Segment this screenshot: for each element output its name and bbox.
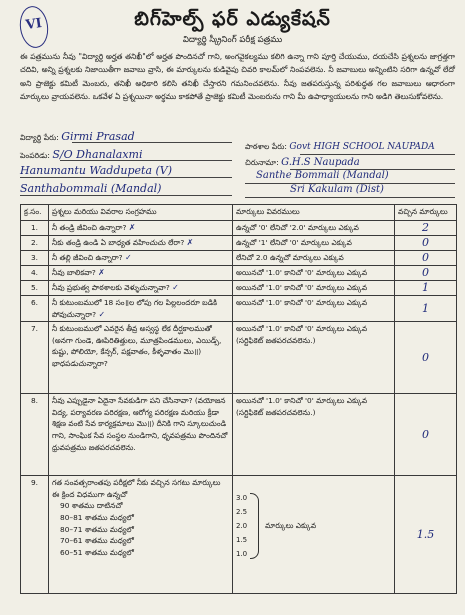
- row-number: 5.: [21, 281, 49, 296]
- score-point: 2.0: [236, 522, 248, 531]
- school-district-value: Sri Kakulam (Dist): [290, 184, 384, 195]
- student-address-line-1: [20, 164, 172, 177]
- address-line-1-rule: [20, 177, 232, 178]
- student-name-line: [72, 142, 232, 143]
- table-header-row: [21, 205, 457, 221]
- row-question-text: నీవు ప్రభుత్వ పాఠశాలకు వెళ్ళుచున్నావా?: [52, 283, 170, 292]
- school-district-line: [245, 197, 455, 198]
- score-band: 70–61 శాతము మధ్యలో: [60, 536, 134, 546]
- score-scale: [236, 491, 391, 561]
- table-row: [21, 281, 457, 296]
- check-mark-icon: ✓: [124, 253, 132, 262]
- table-row: [21, 251, 457, 266]
- row-question-text: నీ తల్లి జీవించి ఉన్నారా?: [52, 253, 123, 262]
- student-name-label: విద్యార్థి పేరు:: [20, 133, 59, 142]
- instructions-paragraph: ఈ పత్రమును నీవు "విద్యార్థి అర్హత తనిఖీ"లో అర్హత పొందినచో గాని, అంగవైకల్యము కలిగి ఉన్నా గాని పూర్తి చేయుము, దయచేసి ప్రశ్నలను జాగ్రత్తగా చదివి, అన్ని ప్రశ్నలకు నిజాయితీగా జవాబు వ్రాసి, ఈ మార్కులను కుడివైపు చివరి కాలమ్‌లో నింపవలెను. నీ జవాబులు అన్నింటిని సరిగా ఉన్నవో లేదో అని ప్రాజెక్టు కమిటీ మెంబరు, తనిఖీ అధికారి కలిసి తనిఖీ చేస్తారని గమనించవలెను. నీవు జతపరుస్తున్న పరిశుద్ధత గల జవాబులు ఆధారంగా మార్కులు వ్రాయవలెను. ఒకవేళ ఏ ప్రశ్నయినా అర్థము కాకపోతే ప్రాజెక్టు కమిటీ మెంబరును గాని మీ ఉపాధ్యాయులను గాని అడిగి తెలుసుకోవలెను.: [20, 52, 455, 101]
- row-question-text: నీకు తండ్రి ఉండి ఏ బాధ్యత వహించుచు లేరా?: [52, 238, 185, 247]
- cross-mark-icon: ✗: [128, 223, 136, 232]
- table-row: [21, 322, 457, 394]
- row-question: [49, 236, 233, 251]
- row-number: 4.: [21, 266, 49, 281]
- table-row: [21, 394, 457, 476]
- form-title: బిగ్‌హెల్ప్ ఫర్ ఎడ్యుకేషన్: [134, 8, 331, 30]
- row-mark: 0: [395, 251, 457, 266]
- col-header-marks-obtained: వచ్చిన మార్కులు: [395, 205, 457, 221]
- row-mark: 1: [395, 281, 457, 296]
- check-mark-icon: ✓: [98, 309, 106, 319]
- row-question: [49, 266, 233, 281]
- row-rule: [233, 476, 395, 594]
- table-row: [21, 266, 457, 281]
- row-number: 2.: [21, 236, 49, 251]
- col-header-sno: క్ర.సం.: [21, 205, 49, 221]
- score-band: 60–51 శాతము మధ్యలో: [60, 547, 134, 557]
- row-rule: అయినచో '1.0' కానిచో '0' మార్కులు ఎక్కువ (సర్టిఫికెట్ జతపరచవలెను.): [233, 394, 395, 476]
- score-point: 3.0: [236, 494, 248, 503]
- row-number: 8.: [21, 394, 49, 476]
- student-address-line-2: [20, 182, 161, 195]
- row-number: 7.: [21, 322, 49, 394]
- row-question-text: నీ తండ్రి జీవించి ఉన్నారా?: [52, 223, 127, 232]
- student-address-value-2: Santhabommali (Mandal): [20, 182, 162, 195]
- row-rule: అయినచో '1.0' కానిచో '0' మార్కులు ఎక్కువ: [233, 296, 395, 322]
- table-row: [21, 296, 457, 322]
- school-district-row: [290, 184, 384, 195]
- row-mark: 0: [395, 322, 457, 394]
- screening-table: [20, 204, 457, 594]
- row-rule: లేనిచో 2.0 ఉన్నచో మార్కులు ఎక్కువ: [233, 251, 395, 266]
- check-mark-icon: ✓: [172, 283, 179, 292]
- row-question-text: నీవు బాలికవా?: [52, 268, 96, 277]
- score-point: 1.0: [236, 550, 248, 559]
- row-number: 3.: [21, 251, 49, 266]
- parent-label: పెంపరిడు:: [20, 151, 50, 160]
- school-address-label: చిరునామా:: [245, 158, 279, 167]
- cross-mark-icon: ✗: [186, 238, 194, 247]
- row-rule: అయినచో '1.0' కానిచో '0' మార్కులు ఎక్కువ: [233, 266, 395, 281]
- row-rule: ఉన్నచో '0' లేనిచో '2.0' మార్కులు ఎక్కువ: [233, 221, 395, 236]
- address-line-2-rule: [20, 195, 232, 196]
- row-mark: 1: [395, 296, 457, 322]
- row-question: నీవు ఎప్పుడైనా ఏదైనా సేవకుడిగా పని చేసినావా? (వయోజన విద్య, పర్యావరణ పరిరక్షణ, ఆరోగ్య పరిరక్షణ మరియు క్రీడా శిక్షణ వంటి సేవ కార్యక్రమాలు మొ॥) దీనికి గాని స్కూలుచుండి గాని, సాంఘిక సేవ సంస్థల నుండిగాని, ధృవపత్రము పొందినచో ధ్రువపత్రము జతపరచవలెను.: [49, 394, 233, 476]
- score-points: [236, 491, 250, 561]
- row-number: 9.: [21, 476, 49, 594]
- student-name-value: Girmi Prasad: [61, 130, 135, 143]
- row-question: [49, 221, 233, 236]
- form-subtitle: విద్యార్థి స్క్రీనింగ్ పరీక్ష పత్రము: [182, 35, 283, 45]
- row-mark: 2: [395, 221, 457, 236]
- score-band: 80–81 శాతము మధ్యలో: [60, 512, 134, 522]
- corner-mark-text: VI: [24, 15, 43, 34]
- school-name-label: పాఠశాల పేరు:: [245, 142, 287, 151]
- row-number: 6.: [21, 296, 49, 322]
- brace-icon: [250, 493, 259, 559]
- row-question: [49, 281, 233, 296]
- school-mandal-row: [256, 170, 389, 181]
- row-question: [49, 296, 233, 322]
- col-header-marks-detail: మార్కులు వివరములు: [233, 205, 395, 221]
- row-question-text: నీ కుటుంబములో 18 సం॥ల లోపు గల పిల్లలందరూ బడికి పోవుచున్నారా?: [52, 298, 218, 319]
- row-rule: అయినచో '1.0' కానిచో '0' మార్కులు ఎక్కువ (సర్టిఫికెట్ జతపరచవలెను.): [233, 322, 395, 394]
- row-question: [49, 251, 233, 266]
- row-mark: 0: [395, 236, 457, 251]
- school-name-line: [300, 154, 455, 155]
- row-question-text: గత సంవత్సరాంతపు పరీక్షలో నీకు వచ్చిన సగటు మార్కులు ఈ క్రింద విధముగా ఉన్నచో: [52, 478, 221, 499]
- student-address-value-1: Hanumantu Waddupeta (V): [20, 164, 173, 177]
- row-rule: ఉన్నచో '1' లేనిచో '0' మార్కులు ఎక్కువ: [233, 236, 395, 251]
- score-band: 90 శాతము దాటినచో: [60, 501, 123, 511]
- school-name-row: [245, 142, 435, 153]
- school-address-value: G.H.S Naupada: [281, 157, 360, 168]
- row-mark: 0: [395, 394, 457, 476]
- score-point: 2.5: [236, 508, 248, 517]
- school-mandal-value: Santhe Bommali (Mandal): [256, 170, 389, 181]
- score-band-list: [52, 500, 229, 558]
- row-question: [49, 476, 233, 594]
- col-header-question: ప్రశ్నలు మరియు వివరాల సంగ్రహము: [49, 205, 233, 221]
- parent-value: S/O Dhanalaxmi: [52, 148, 143, 161]
- row-rule: అయినచో '1.0' కానిచో '0' మార్కులు ఎక్కువ: [233, 281, 395, 296]
- row-number: 1.: [21, 221, 49, 236]
- table-row: [21, 476, 457, 594]
- score-rule-text: మార్కులు ఎక్కువ: [265, 521, 317, 531]
- score-point: 1.5: [236, 536, 248, 545]
- school-address-row: [245, 157, 360, 169]
- table-row: [21, 236, 457, 251]
- cross-mark-icon: ✗: [98, 268, 105, 277]
- parent-line: [60, 160, 232, 161]
- row-mark: 0: [395, 266, 457, 281]
- row-question: నీ కుటుంబములో ఎవరైన తీవ్ర అస్వస్థ లేక దీర్ఘకాలముతో (అనగా గుండె, ఊపిరితిత్తులు, మూత్రపిండములు, ఎయిడ్స్, కుష్టు, పోలియో, కేన్సర్, పక్షవాతం, కీళ్ళవాతం మొ॥) భాధపడుచున్నారా?: [49, 322, 233, 394]
- table-row: [21, 221, 457, 236]
- school-name-value: Govt HIGH SCHOOL NAUPADA: [289, 142, 435, 152]
- score-band: 80–71 శాతము మధ్యలో: [60, 524, 134, 534]
- row-mark: 1.5: [395, 476, 457, 594]
